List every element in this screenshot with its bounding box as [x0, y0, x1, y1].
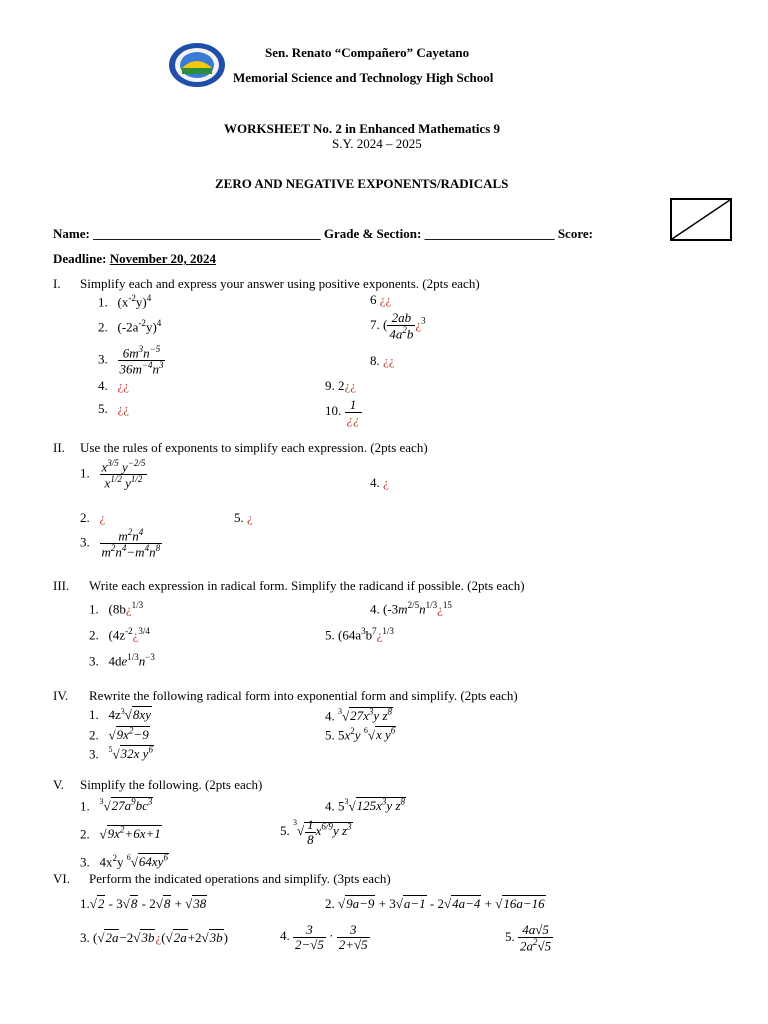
section-1-instruction: Simplify each and express your answer using positive exponents. (2pts each) [80, 276, 480, 291]
name-row [53, 227, 593, 242]
s3-item-3: 3. $4de^{1/3}n^{-3}$ [89, 652, 155, 669]
name-field[interactable]: ___________________________________ [93, 226, 321, 241]
section-1-number: I. [53, 276, 61, 291]
s4-item-3: 3. $^5$√32x $y^6$ [89, 745, 153, 762]
school-name-line2: Memorial Science and Technology High School [233, 70, 494, 85]
section-5-number: V. [53, 777, 64, 792]
s1-item-6: 6 ¿¿ [370, 292, 392, 307]
grade-label: Grade & Section: [323, 226, 422, 241]
s4-item-2: 2. $√9x^2-9$ [89, 726, 149, 743]
s1-item-5: 5. ¿¿ [98, 401, 130, 416]
s1-item-2: 2. $(-2a^{-2}y)^4$ [98, 318, 162, 335]
s1-item-7: 7. ( $\frac{2ab}{4a^2b}$ ¿$^3$ [370, 310, 426, 341]
section-2-number: II. [53, 440, 65, 455]
section-5-instruction: Simplify the following. (2pts each) [80, 777, 263, 792]
s4-item-5: 5. $5x^2y$ $^6$√x $y^6$ [325, 726, 396, 743]
section-3-instruction: Write each expression in radical form. Simplify the radicand if possible. (2pts each) [89, 578, 525, 593]
s3-item-2: 2. ($4z^{-2}¿^{3/4}$ [89, 626, 150, 643]
s2-item-4: 4. ¿ [370, 475, 389, 490]
grade-field[interactable]: ____________________ [424, 226, 555, 241]
section-4-number: IV. [53, 688, 69, 703]
s5-item-5: 5. $^3$√ $\frac{1}{8}$ $x^{6/9}y$ $z^3$ [280, 817, 352, 847]
s2-item-3: 3. $\frac{m^2n^4}{m^2n^4-m^4n^8}$ [80, 527, 161, 560]
s6-item-5: 5. $\frac{4a√5}{2a^2√5}$ [505, 922, 552, 953]
s5-item-2: 2. $√9x^2+6x+1$ [80, 825, 161, 842]
s3-item-4: 4. ($-3m^{2/5}n^{1/3}¿^{15}$ [370, 600, 452, 617]
s6-item-1: 1.√2 - 3√8 - 2√8 + √38 [80, 896, 207, 911]
school-name-line1: Sen. Renato “Compañero” Cayetano [265, 45, 470, 60]
s6-item-4: 4. $\frac{3}{2-√5}$ · $\frac{3}{2+√5}$ [280, 922, 368, 952]
s1-item-8: 8. ¿¿ [370, 353, 395, 368]
s1-item-9: 9. 2¿¿ [325, 378, 357, 393]
school-logo [168, 42, 226, 88]
section-6-instruction: Perform the indicated operations and simplify. (3pts each) [89, 871, 391, 886]
score-label: Score: [557, 226, 593, 241]
deadline-label: Deadline: [53, 251, 107, 266]
s3-item-1: 1. (8b¿$^{1/3}$ [89, 600, 144, 617]
section-4-instruction: Rewrite the following radical form into exponential form and simplify. (2pts each) [89, 688, 518, 703]
s1-item-4: 4. ¿¿ [98, 378, 130, 393]
s4-item-1: 1. $4z^3√8xy$ [89, 707, 151, 722]
s5-item-3: 3. $4x^2y$ $^6√64xy^6$ [80, 853, 168, 870]
s1-item-10: 10. $\frac{1}{¿¿}$ [325, 397, 360, 427]
s2-item-5: 5. ¿ [234, 510, 253, 525]
deadline-value: November 20, 2024 [109, 251, 216, 266]
s1-item-1: 1. $(x^{-2}y)^4$ [98, 293, 152, 310]
section-3-number: III. [53, 578, 70, 593]
worksheet-title: WORKSHEET No. 2 in Enhanced Mathematics 9 [224, 121, 501, 136]
name-label: Name: [53, 226, 90, 241]
deadline-row [53, 252, 216, 267]
s6-item-2: 2. √9a−9 + 3√a−1 - 2√4a−4 + √16a−16 [325, 896, 545, 911]
s2-item-1: 1. $\frac{x^{3/5} y^{-2/5}}{x^{1/2} y^{1/2}}$ [80, 458, 146, 491]
s5-item-4: 4. $5^3√125x^3y$ $z^8$ [325, 797, 406, 814]
s4-item-4: 4. $^3√27x^3y$ $z^8$ [325, 707, 393, 724]
topic-title: ZERO AND NEGATIVE EXPONENTS/RADICALS [215, 176, 509, 191]
s6-item-3: 3. (√2a−2√3b¿(√2a+2√3b) [80, 930, 228, 945]
section-6-number: VI. [53, 871, 70, 886]
school-year: S.Y. 2024 – 2025 [332, 136, 422, 151]
s3-item-5: 5. ($64a^3b^7¿^{1/3}$ [325, 626, 394, 643]
s1-item-3: 3. $\frac{6m^3n^{-5}}{36m^{-4}n^3}$ [98, 344, 164, 377]
section-2-instruction: Use the rules of exponents to simplify each expression. (2pts each) [80, 440, 428, 455]
s2-item-2: 2. ¿ [80, 510, 106, 525]
s5-item-1: 1. $^3√27a^9bc^3$ [80, 797, 153, 814]
score-box[interactable] [670, 198, 732, 241]
